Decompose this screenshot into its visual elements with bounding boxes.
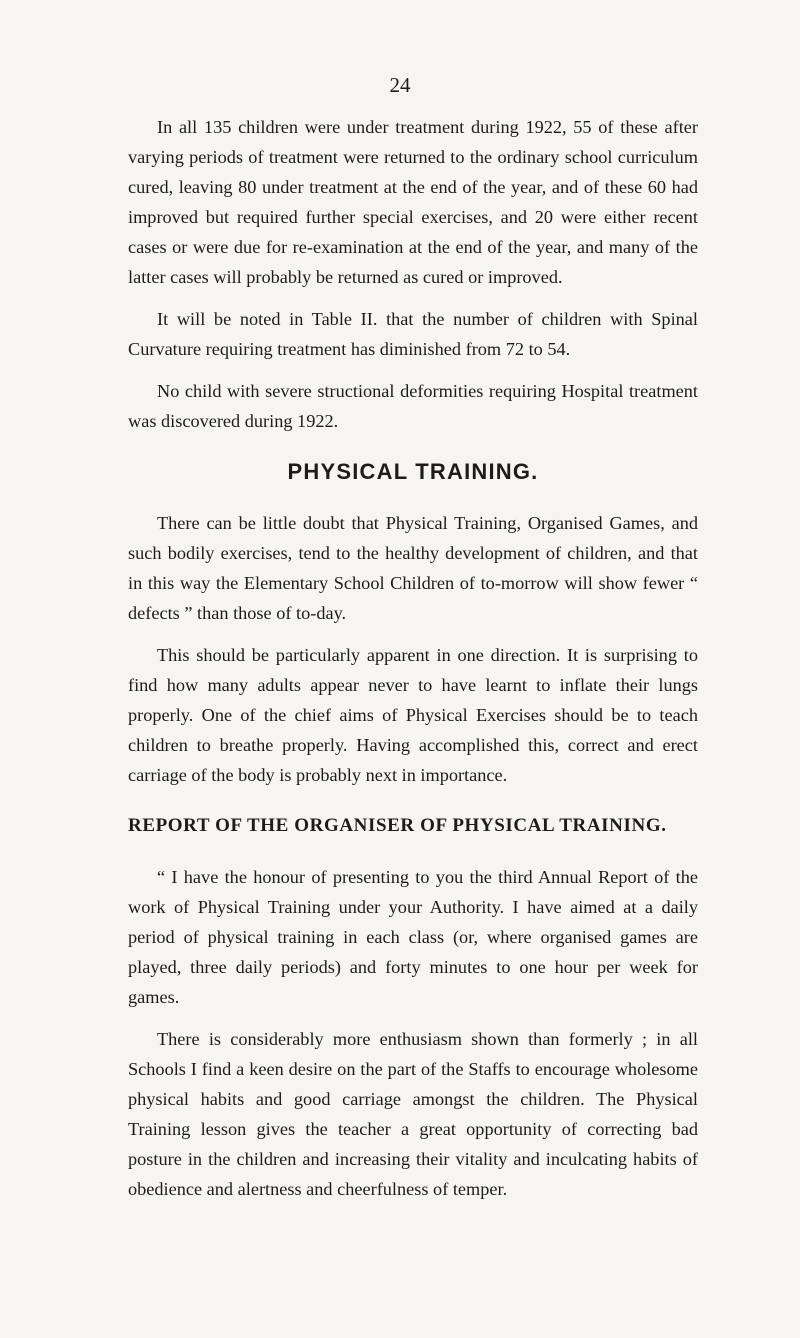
paragraph-hospital-treatment: No child with severe structional deformities requiring Hospital treatment was discovered during 1922. [128, 381, 698, 431]
paragraph-enthusiasm: There is considerably more enthusiasm shown than formerly ; in all Schools I find a keen desire on the part of the Staffs to encourage wholesome physical habits and good carriage amongst the children. The Physical Training lesson gives the teacher a great opportunity of correcting bad posture in the children and increasing their vitality and inculcating habits of obedience and alertness and cheerfulness of temper. [128, 1029, 698, 1199]
page-number: 24 [389, 73, 411, 97]
heading-organiser-report: REPORT OF THE ORGANISER OF PHYSICAL TRAINING. [128, 815, 667, 836]
paragraph-annual-report: “ I have the honour of presenting to you the third Annual Report of the work of Physical Training under your Authority. I have aimed at a daily period of physical training in each class (or, where organised games are played, three daily periods) and forty minutes to one hour per week for games. [128, 867, 698, 1007]
heading-physical-training: PHYSICAL TRAINING. [287, 459, 539, 484]
document-body [128, 112, 698, 1204]
paragraph-treatment-summary: In all 135 children were under treatment during 1922, 55 of these after varying periods of treatment were returned to the ordinary school curriculum cured, leaving 80 under treatment at the end of the year, and of these 60 had improved but required further special exercises, and 20 were either recent cases or were due for re-examination at the end of the year, and many of the latter cases will probably be returned as cured or improved. [128, 117, 698, 287]
paragraph-spinal-curvature: It will be noted in Table II. that the number of children with Spinal Curvature requiring treatment has diminished from 72 to 54. [128, 309, 698, 359]
paragraph-breathing: This should be particularly apparent in one direction. It is surprising to find how many adults appear never to have learnt to inflate their lungs properly. One of the chief aims of Physical Exercises should be to teach children to breathe properly. Having accomplished this, correct and erect carriage of the body is probably next in importance. [128, 645, 698, 785]
paragraph-physical-training-benefits: There can be little doubt that Physical Training, Organised Games, and such bodily exercises, tend to the healthy development of children, and that in this way the Elementary School Children of to-morrow will show fewer “ defects ” than those of to-day. [128, 513, 698, 623]
